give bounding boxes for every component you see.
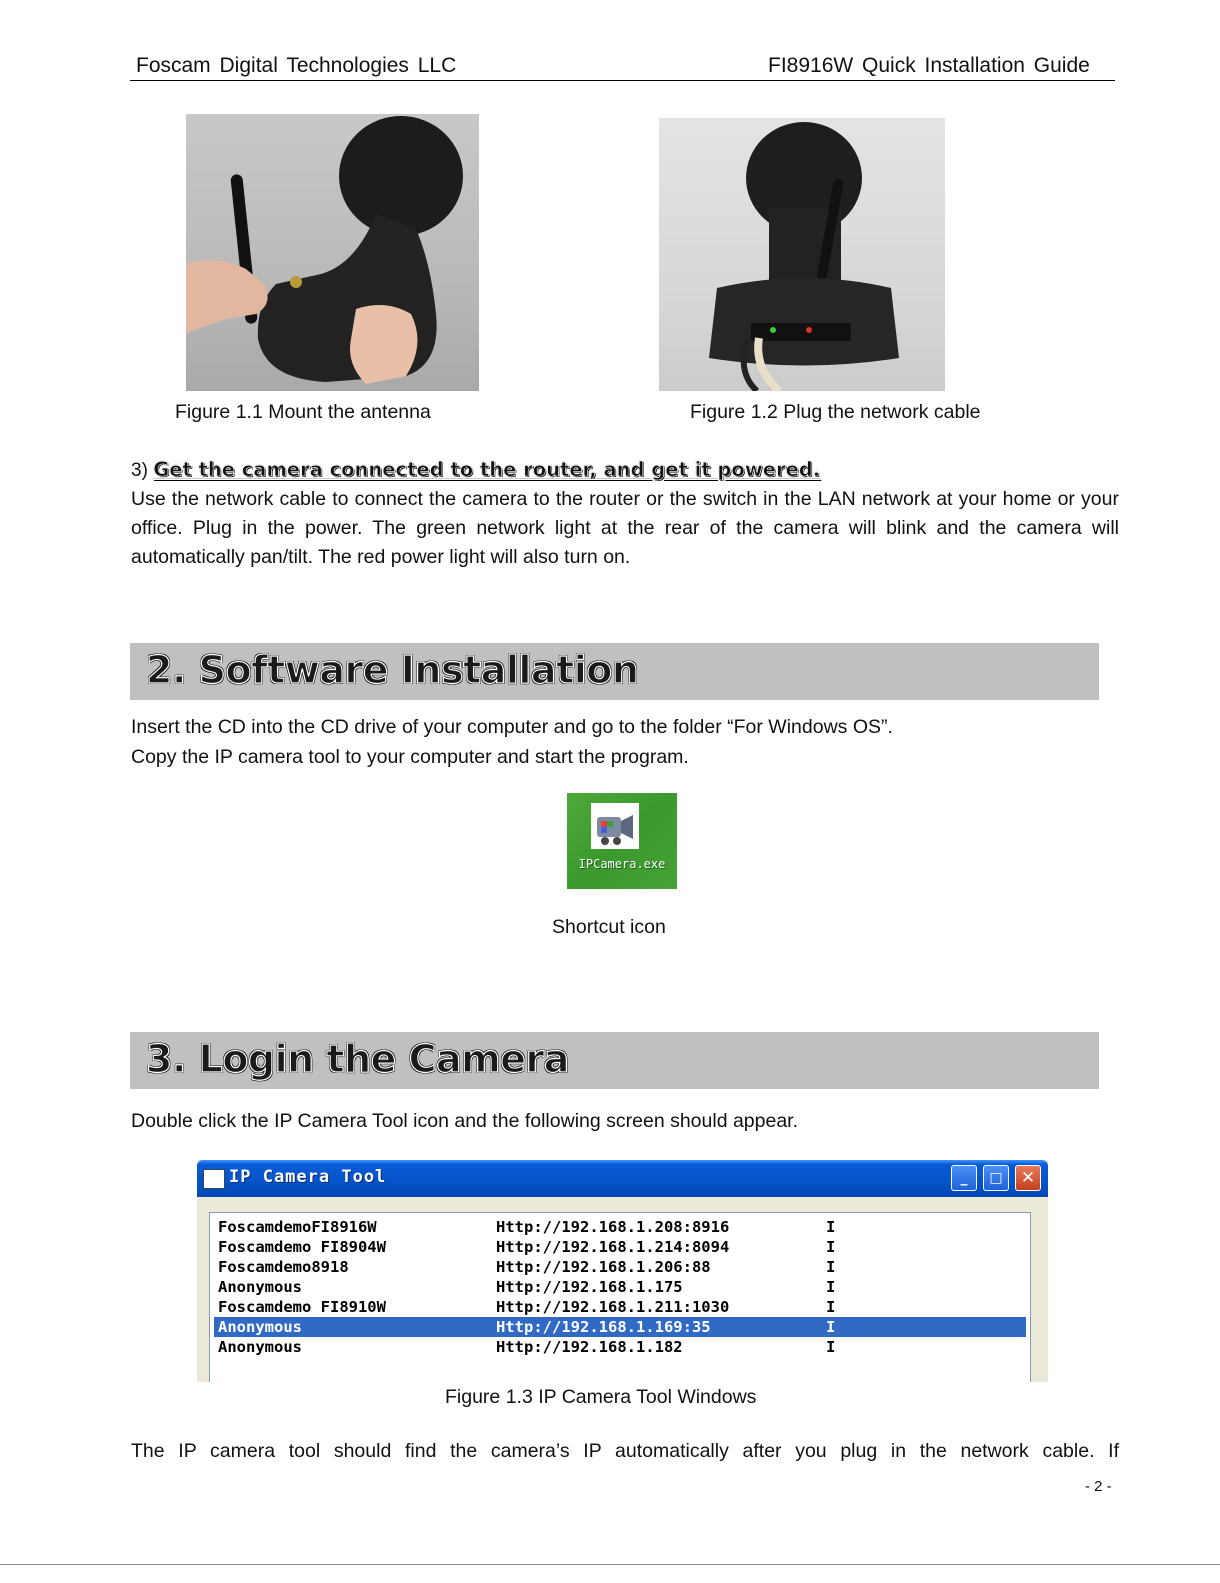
camera-flag: I (826, 1298, 836, 1316)
app-icon (203, 1169, 225, 1189)
figure-1-1-caption: Figure 1.1 Mount the antenna (175, 401, 431, 423)
page-number: - 2 - (1085, 1478, 1112, 1495)
camera-flag: I (826, 1258, 836, 1276)
camera-name: Anonymous (218, 1318, 302, 1336)
maximize-button[interactable]: □ (983, 1165, 1009, 1191)
photo-plug-network-cable (659, 118, 945, 391)
section-2-line-1: Insert the CD into the CD drive of your computer and go to the folder “For Windows OS”. (131, 716, 893, 738)
camera-name: Foscamdemo FI8910W (218, 1298, 386, 1316)
camera-flag: I (826, 1278, 836, 1296)
shortcut-label: IPCamera.exe (578, 857, 666, 871)
section-2-bar (130, 643, 1099, 700)
ip-camera-tool-window (197, 1160, 1048, 1382)
camera-url: Http://192.168.1.175 (496, 1278, 683, 1296)
camera-url: Http://192.168.1.214:8094 (496, 1238, 730, 1256)
step-3-number: 3) (131, 460, 148, 481)
camera-url: Http://192.168.1.182 (496, 1338, 683, 1356)
camera-name: Anonymous (218, 1338, 302, 1356)
section-3-title: 3. Login the Camera (146, 1037, 569, 1081)
header-doc-title: FI8916W Quick Installation Guide (768, 54, 1090, 77)
camera-name: Foscamdemo FI8904W (218, 1238, 386, 1256)
camera-url: Http://192.168.1.169:35 (496, 1318, 711, 1336)
minimize-button[interactable]: _ (951, 1165, 977, 1191)
camera-name: Foscamdemo8918 (218, 1258, 349, 1276)
camera-row[interactable] (214, 1297, 1026, 1317)
section-3-bar (130, 1032, 1099, 1089)
step-3-heading (131, 458, 820, 482)
step-3-title: Get the camera connected to the router, and get it powered. (153, 458, 821, 481)
section-2-line-2: Copy the IP camera tool to your computer and start the program. (131, 746, 689, 768)
section-3-intro: Double click the IP Camera Tool icon and the following screen should appear. (131, 1110, 799, 1132)
header-company: Foscam Digital Technologies LLC (136, 54, 457, 77)
camera-row[interactable] (214, 1257, 1026, 1277)
section-3-bottom-text: The IP camera tool should find the camera’s IP automatically after you plug in the network cable. If (131, 1440, 1119, 1462)
step-3-body: Use the network cable to connect the camera to the router or the switch in the LAN network at your home or your office. Plug in the power. The green network light at the rear of the camera will blink and the camera will automatically pan/tilt. The red power light will also turn on. (131, 488, 1119, 568)
camera-row[interactable] (214, 1337, 1026, 1357)
page-bottom-rule (0, 1564, 1220, 1565)
figure-1-2-caption: Figure 1.2 Plug the network cable (690, 401, 981, 423)
figure-1-3-caption: Figure 1.3 IP Camera Tool Windows (445, 1386, 757, 1408)
close-button[interactable]: ✕ (1015, 1165, 1041, 1191)
camera-url: Http://192.168.1.206:88 (496, 1258, 711, 1276)
camera-row[interactable] (214, 1217, 1026, 1237)
camera-flag: I (826, 1238, 836, 1256)
camera-row[interactable] (214, 1237, 1026, 1257)
camera-url: Http://192.168.1.211:1030 (496, 1298, 730, 1316)
camera-flag: I (826, 1338, 836, 1356)
camera-flag: I (826, 1218, 836, 1236)
photo-mount-antenna (186, 114, 479, 391)
shortcut-caption: Shortcut icon (552, 916, 666, 938)
camera-flag: I (826, 1318, 836, 1336)
camera-icon (591, 803, 639, 849)
camera-name: FoscamdemoFI8916W (218, 1218, 377, 1236)
ipcamera-shortcut-icon[interactable] (567, 793, 677, 889)
section-2-title: 2. Software Installation (146, 648, 639, 692)
camera-url: Http://192.168.1.208:8916 (496, 1218, 730, 1236)
camera-row-selected[interactable] (214, 1317, 1026, 1337)
camera-list[interactable] (209, 1212, 1031, 1382)
header-rule (130, 80, 1115, 81)
camera-name: Anonymous (218, 1278, 302, 1296)
camera-row[interactable] (214, 1277, 1026, 1297)
window-title: IP Camera Tool (229, 1167, 387, 1187)
window-titlebar[interactable] (197, 1160, 1048, 1197)
